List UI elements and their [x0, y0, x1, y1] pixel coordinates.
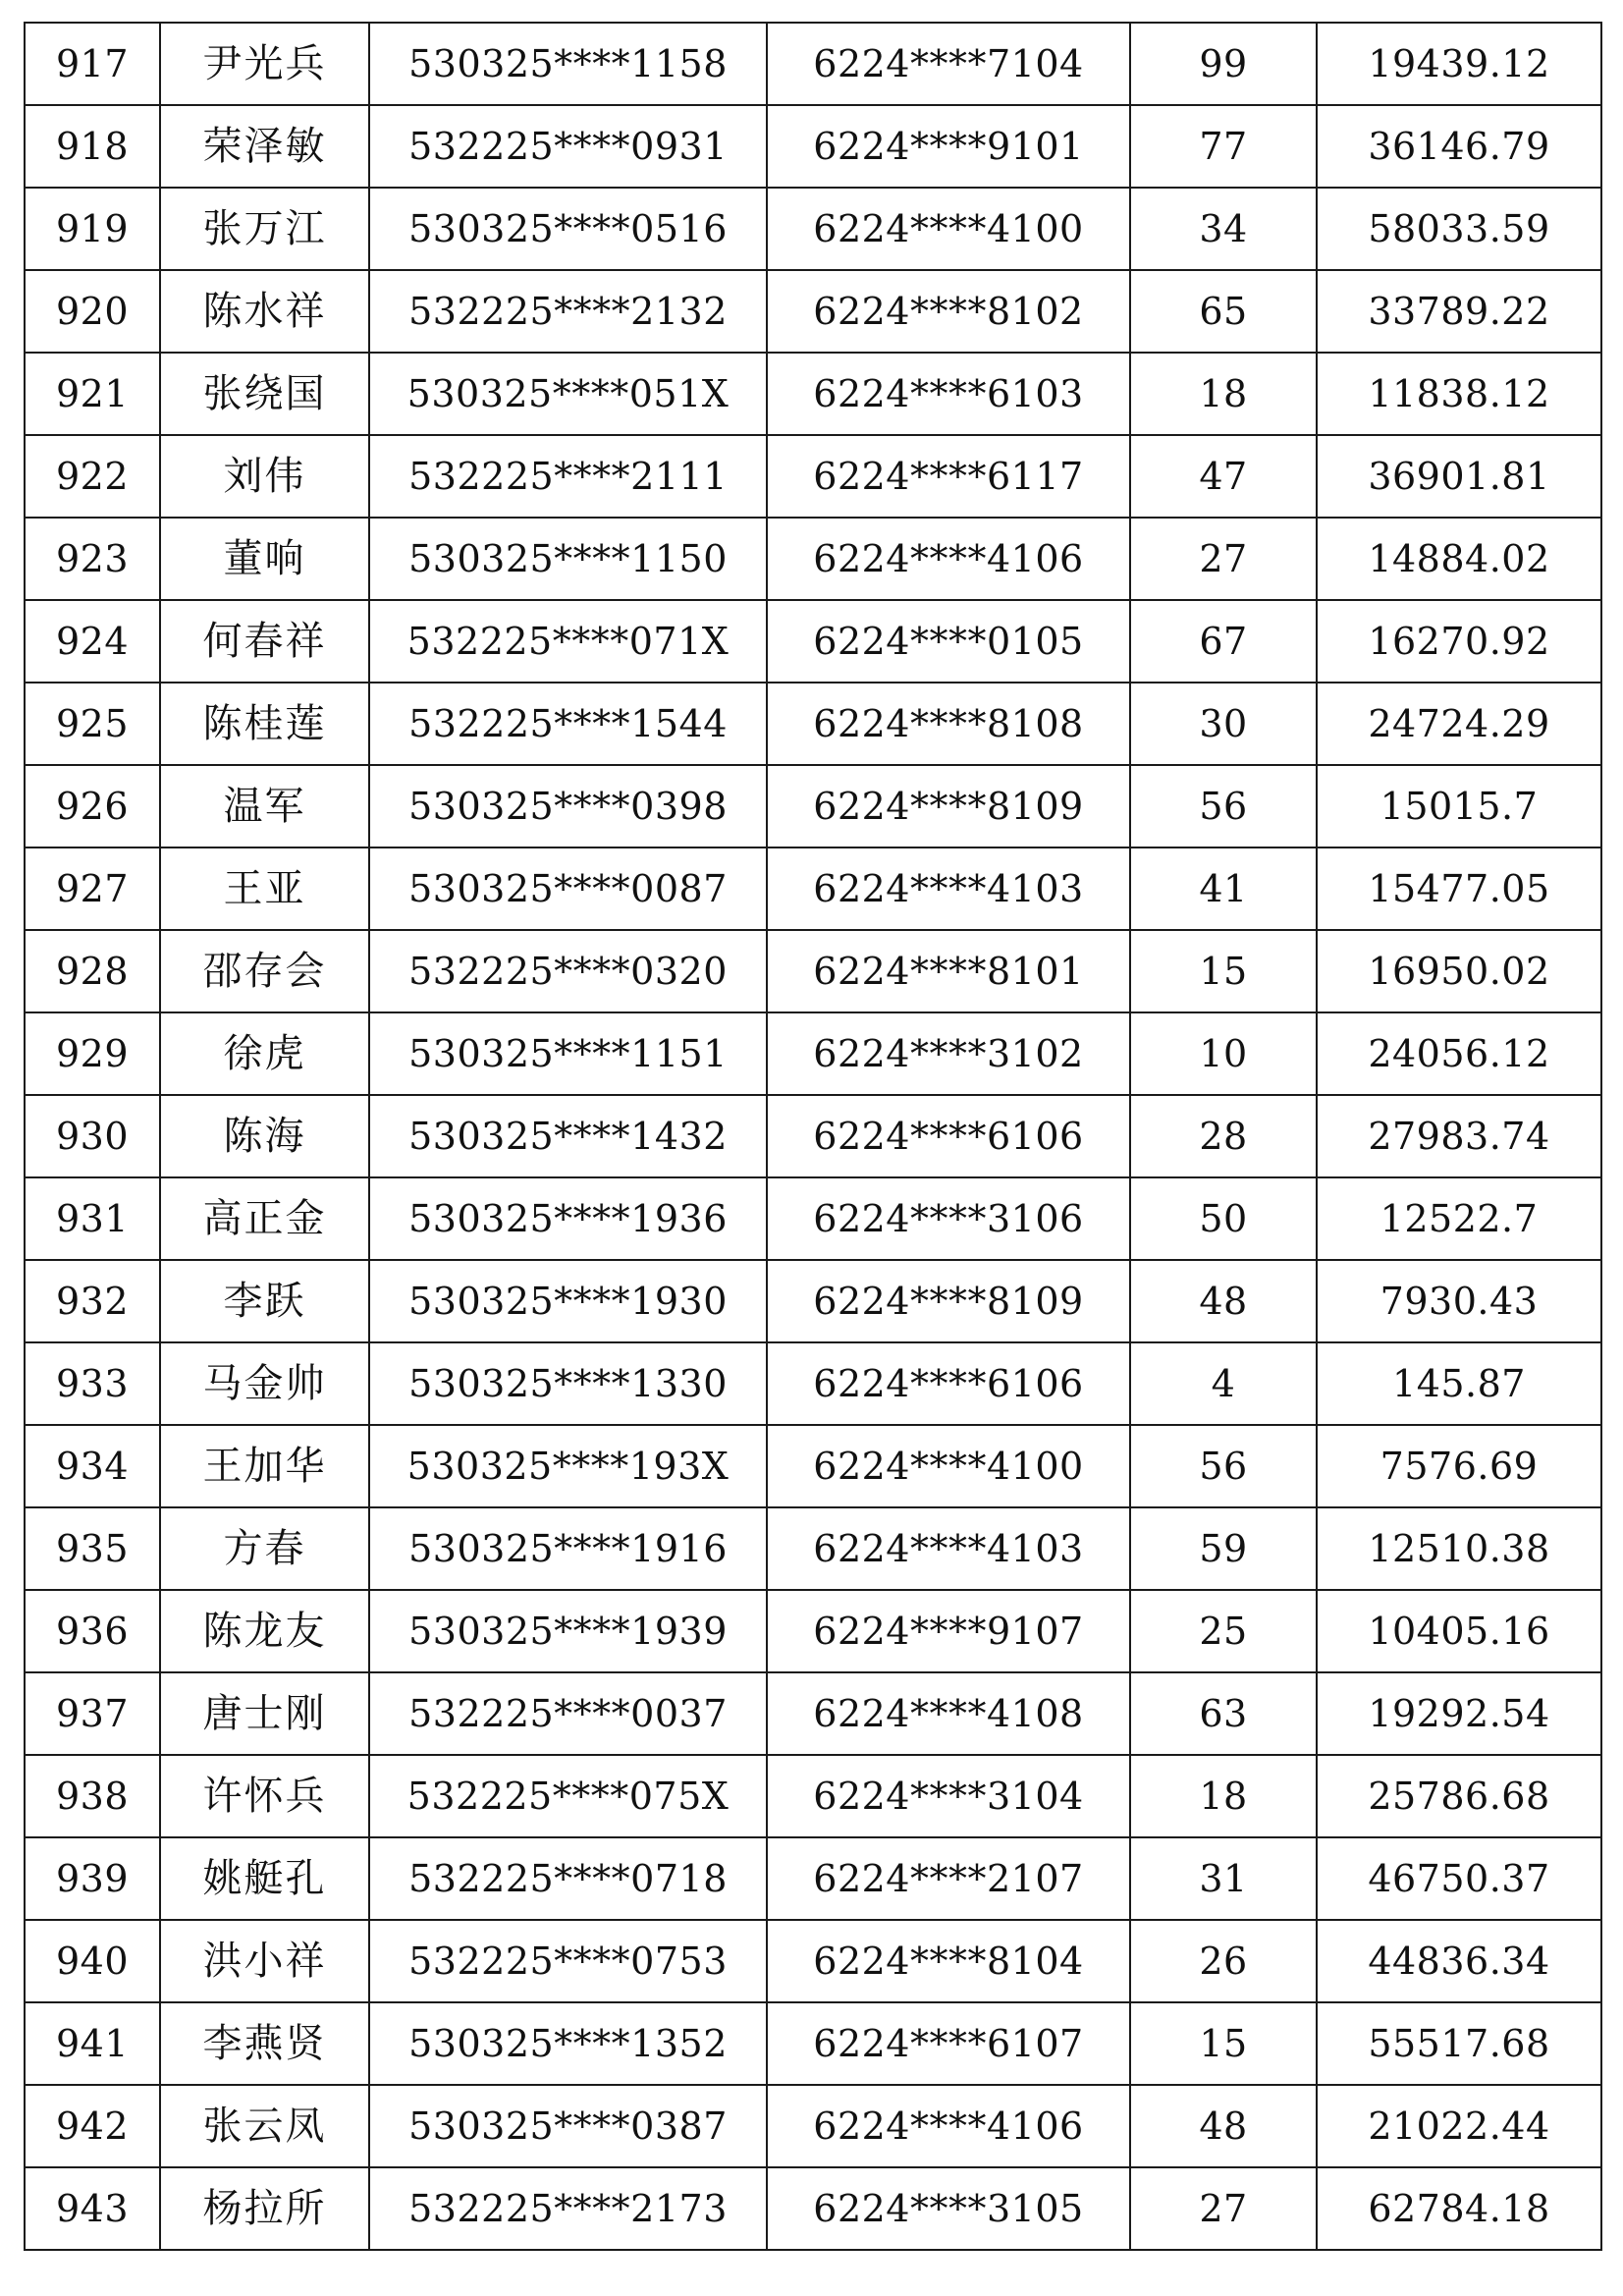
account-number-cell: 6224****4106 [767, 518, 1130, 600]
amount-cell: 19439.12 [1317, 23, 1601, 105]
table-row [25, 2002, 1601, 2085]
account-number-cell: 6224****4100 [767, 1425, 1130, 1507]
amount-cell: 33789.22 [1317, 270, 1601, 353]
amount-cell: 21022.44 [1317, 2085, 1601, 2167]
account-number-cell: 6224****3105 [767, 2167, 1130, 2250]
table-row [25, 930, 1601, 1012]
quantity-cell: 15 [1130, 2002, 1317, 2085]
name-cell: 方春 [160, 1507, 369, 1590]
name-cell: 荣泽敏 [160, 105, 369, 188]
amount-cell: 15015.7 [1317, 765, 1601, 847]
id-number-cell: 530325****193X [369, 1425, 767, 1507]
roster-table-body [25, 23, 1601, 2250]
roster-table [24, 22, 1602, 2251]
serial-number-cell: 929 [25, 1012, 160, 1095]
name-cell: 陈水祥 [160, 270, 369, 353]
table-row [25, 435, 1601, 518]
name-cell: 张万江 [160, 188, 369, 270]
account-number-cell: 6224****8102 [767, 270, 1130, 353]
table-row [25, 2085, 1601, 2167]
serial-number-cell: 917 [25, 23, 160, 105]
account-number-cell: 6224****6117 [767, 435, 1130, 518]
amount-cell: 14884.02 [1317, 518, 1601, 600]
quantity-cell: 15 [1130, 930, 1317, 1012]
serial-number-cell: 922 [25, 435, 160, 518]
name-cell: 杨拉所 [160, 2167, 369, 2250]
id-number-cell: 530325****0398 [369, 765, 767, 847]
serial-number-cell: 928 [25, 930, 160, 1012]
amount-cell: 24724.29 [1317, 683, 1601, 765]
name-cell: 徐虎 [160, 1012, 369, 1095]
serial-number-cell: 938 [25, 1755, 160, 1837]
name-cell: 刘伟 [160, 435, 369, 518]
id-number-cell: 530325****1330 [369, 1342, 767, 1425]
quantity-cell: 47 [1130, 435, 1317, 518]
account-number-cell: 6224****9101 [767, 105, 1130, 188]
id-number-cell: 530325****1930 [369, 1260, 767, 1342]
amount-cell: 44836.34 [1317, 1920, 1601, 2002]
name-cell: 许怀兵 [160, 1755, 369, 1837]
name-cell: 洪小祥 [160, 1920, 369, 2002]
amount-cell: 55517.68 [1317, 2002, 1601, 2085]
quantity-cell: 65 [1130, 270, 1317, 353]
quantity-cell: 30 [1130, 683, 1317, 765]
amount-cell: 11838.12 [1317, 353, 1601, 435]
id-number-cell: 532225****2132 [369, 270, 767, 353]
serial-number-cell: 932 [25, 1260, 160, 1342]
account-number-cell: 6224****9107 [767, 1590, 1130, 1672]
amount-cell: 36901.81 [1317, 435, 1601, 518]
name-cell: 高正金 [160, 1177, 369, 1260]
id-number-cell: 530325****0516 [369, 188, 767, 270]
quantity-cell: 27 [1130, 518, 1317, 600]
name-cell: 邵存会 [160, 930, 369, 1012]
id-number-cell: 532225****075X [369, 1755, 767, 1837]
serial-number-cell: 924 [25, 600, 160, 683]
amount-cell: 12522.7 [1317, 1177, 1601, 1260]
table-row [25, 1260, 1601, 1342]
quantity-cell: 48 [1130, 2085, 1317, 2167]
account-number-cell: 6224****8108 [767, 683, 1130, 765]
id-number-cell: 530325****1158 [369, 23, 767, 105]
quantity-cell: 31 [1130, 1837, 1317, 1920]
name-cell: 王亚 [160, 847, 369, 930]
amount-cell: 16270.92 [1317, 600, 1601, 683]
serial-number-cell: 935 [25, 1507, 160, 1590]
quantity-cell: 50 [1130, 1177, 1317, 1260]
serial-number-cell: 943 [25, 2167, 160, 2250]
name-cell: 李燕贤 [160, 2002, 369, 2085]
account-number-cell: 6224****0105 [767, 600, 1130, 683]
name-cell: 王加华 [160, 1425, 369, 1507]
amount-cell: 145.87 [1317, 1342, 1601, 1425]
quantity-cell: 10 [1130, 1012, 1317, 1095]
quantity-cell: 27 [1130, 2167, 1317, 2250]
table-row [25, 1507, 1601, 1590]
name-cell: 何春祥 [160, 600, 369, 683]
amount-cell: 58033.59 [1317, 188, 1601, 270]
id-number-cell: 530325****0387 [369, 2085, 767, 2167]
account-number-cell: 6224****6106 [767, 1342, 1130, 1425]
quantity-cell: 99 [1130, 23, 1317, 105]
amount-cell: 24056.12 [1317, 1012, 1601, 1095]
serial-number-cell: 921 [25, 353, 160, 435]
quantity-cell: 67 [1130, 600, 1317, 683]
table-row [25, 1920, 1601, 2002]
amount-cell: 16950.02 [1317, 930, 1601, 1012]
id-number-cell: 532225****0320 [369, 930, 767, 1012]
amount-cell: 27983.74 [1317, 1095, 1601, 1177]
table-row [25, 1177, 1601, 1260]
table-row [25, 23, 1601, 105]
table-row [25, 1095, 1601, 1177]
amount-cell: 46750.37 [1317, 1837, 1601, 1920]
account-number-cell: 6224****4108 [767, 1672, 1130, 1755]
name-cell: 陈海 [160, 1095, 369, 1177]
serial-number-cell: 925 [25, 683, 160, 765]
id-number-cell: 530325****1432 [369, 1095, 767, 1177]
serial-number-cell: 942 [25, 2085, 160, 2167]
name-cell: 唐士刚 [160, 1672, 369, 1755]
table-row [25, 2167, 1601, 2250]
amount-cell: 7576.69 [1317, 1425, 1601, 1507]
table-row [25, 1342, 1601, 1425]
table-row [25, 1672, 1601, 1755]
name-cell: 陈桂莲 [160, 683, 369, 765]
table-row [25, 765, 1601, 847]
table-row [25, 847, 1601, 930]
account-number-cell: 6224****8104 [767, 1920, 1130, 2002]
amount-cell: 12510.38 [1317, 1507, 1601, 1590]
quantity-cell: 4 [1130, 1342, 1317, 1425]
id-number-cell: 530325****1939 [369, 1590, 767, 1672]
name-cell: 尹光兵 [160, 23, 369, 105]
quantity-cell: 59 [1130, 1507, 1317, 1590]
serial-number-cell: 939 [25, 1837, 160, 1920]
name-cell: 姚艇孔 [160, 1837, 369, 1920]
serial-number-cell: 923 [25, 518, 160, 600]
serial-number-cell: 937 [25, 1672, 160, 1755]
table-row [25, 600, 1601, 683]
name-cell: 张云凤 [160, 2085, 369, 2167]
account-number-cell: 6224****8109 [767, 765, 1130, 847]
serial-number-cell: 931 [25, 1177, 160, 1260]
id-number-cell: 530325****1151 [369, 1012, 767, 1095]
table-row [25, 1425, 1601, 1507]
serial-number-cell: 940 [25, 1920, 160, 2002]
serial-number-cell: 926 [25, 765, 160, 847]
serial-number-cell: 934 [25, 1425, 160, 1507]
id-number-cell: 530325****1936 [369, 1177, 767, 1260]
account-number-cell: 6224****4103 [767, 847, 1130, 930]
quantity-cell: 18 [1130, 1755, 1317, 1837]
id-number-cell: 532225****0753 [369, 1920, 767, 2002]
serial-number-cell: 920 [25, 270, 160, 353]
id-number-cell: 532225****071X [369, 600, 767, 683]
name-cell: 陈龙友 [160, 1590, 369, 1672]
quantity-cell: 18 [1130, 353, 1317, 435]
serial-number-cell: 918 [25, 105, 160, 188]
amount-cell: 25786.68 [1317, 1755, 1601, 1837]
id-number-cell: 530325****0087 [369, 847, 767, 930]
quantity-cell: 25 [1130, 1590, 1317, 1672]
id-number-cell: 532225****0037 [369, 1672, 767, 1755]
table-row [25, 1590, 1601, 1672]
account-number-cell: 6224****3104 [767, 1755, 1130, 1837]
account-number-cell: 6224****4103 [767, 1507, 1130, 1590]
account-number-cell: 6224****6107 [767, 2002, 1130, 2085]
account-number-cell: 6224****8101 [767, 930, 1130, 1012]
quantity-cell: 63 [1130, 1672, 1317, 1755]
id-number-cell: 532225****2173 [369, 2167, 767, 2250]
name-cell: 李跃 [160, 1260, 369, 1342]
account-number-cell: 6224****6103 [767, 353, 1130, 435]
account-number-cell: 6224****4106 [767, 2085, 1130, 2167]
serial-number-cell: 933 [25, 1342, 160, 1425]
serial-number-cell: 941 [25, 2002, 160, 2085]
name-cell: 马金帅 [160, 1342, 369, 1425]
amount-cell: 15477.05 [1317, 847, 1601, 930]
account-number-cell: 6224****4100 [767, 188, 1130, 270]
id-number-cell: 530325****051X [369, 353, 767, 435]
name-cell: 温军 [160, 765, 369, 847]
amount-cell: 7930.43 [1317, 1260, 1601, 1342]
table-row [25, 105, 1601, 188]
amount-cell: 10405.16 [1317, 1590, 1601, 1672]
quantity-cell: 77 [1130, 105, 1317, 188]
quantity-cell: 48 [1130, 1260, 1317, 1342]
table-row [25, 683, 1601, 765]
id-number-cell: 530325****1916 [369, 1507, 767, 1590]
serial-number-cell: 927 [25, 847, 160, 930]
account-number-cell: 6224****3106 [767, 1177, 1130, 1260]
quantity-cell: 56 [1130, 1425, 1317, 1507]
id-number-cell: 532225****0931 [369, 105, 767, 188]
quantity-cell: 26 [1130, 1920, 1317, 2002]
account-number-cell: 6224****8109 [767, 1260, 1130, 1342]
id-number-cell: 532225****0718 [369, 1837, 767, 1920]
id-number-cell: 530325****1150 [369, 518, 767, 600]
account-number-cell: 6224****3102 [767, 1012, 1130, 1095]
amount-cell: 62784.18 [1317, 2167, 1601, 2250]
quantity-cell: 28 [1130, 1095, 1317, 1177]
amount-cell: 19292.54 [1317, 1672, 1601, 1755]
table-row [25, 353, 1601, 435]
id-number-cell: 532225****2111 [369, 435, 767, 518]
table-row [25, 188, 1601, 270]
account-number-cell: 6224****2107 [767, 1837, 1130, 1920]
account-number-cell: 6224****7104 [767, 23, 1130, 105]
account-number-cell: 6224****6106 [767, 1095, 1130, 1177]
table-row [25, 1012, 1601, 1095]
table-row [25, 518, 1601, 600]
quantity-cell: 41 [1130, 847, 1317, 930]
serial-number-cell: 919 [25, 188, 160, 270]
id-number-cell: 530325****1352 [369, 2002, 767, 2085]
serial-number-cell: 930 [25, 1095, 160, 1177]
quantity-cell: 34 [1130, 188, 1317, 270]
table-row [25, 1837, 1601, 1920]
table-row [25, 1755, 1601, 1837]
serial-number-cell: 936 [25, 1590, 160, 1672]
name-cell: 张绕国 [160, 353, 369, 435]
id-number-cell: 532225****1544 [369, 683, 767, 765]
table-row [25, 270, 1601, 353]
amount-cell: 36146.79 [1317, 105, 1601, 188]
name-cell: 董响 [160, 518, 369, 600]
quantity-cell: 56 [1130, 765, 1317, 847]
